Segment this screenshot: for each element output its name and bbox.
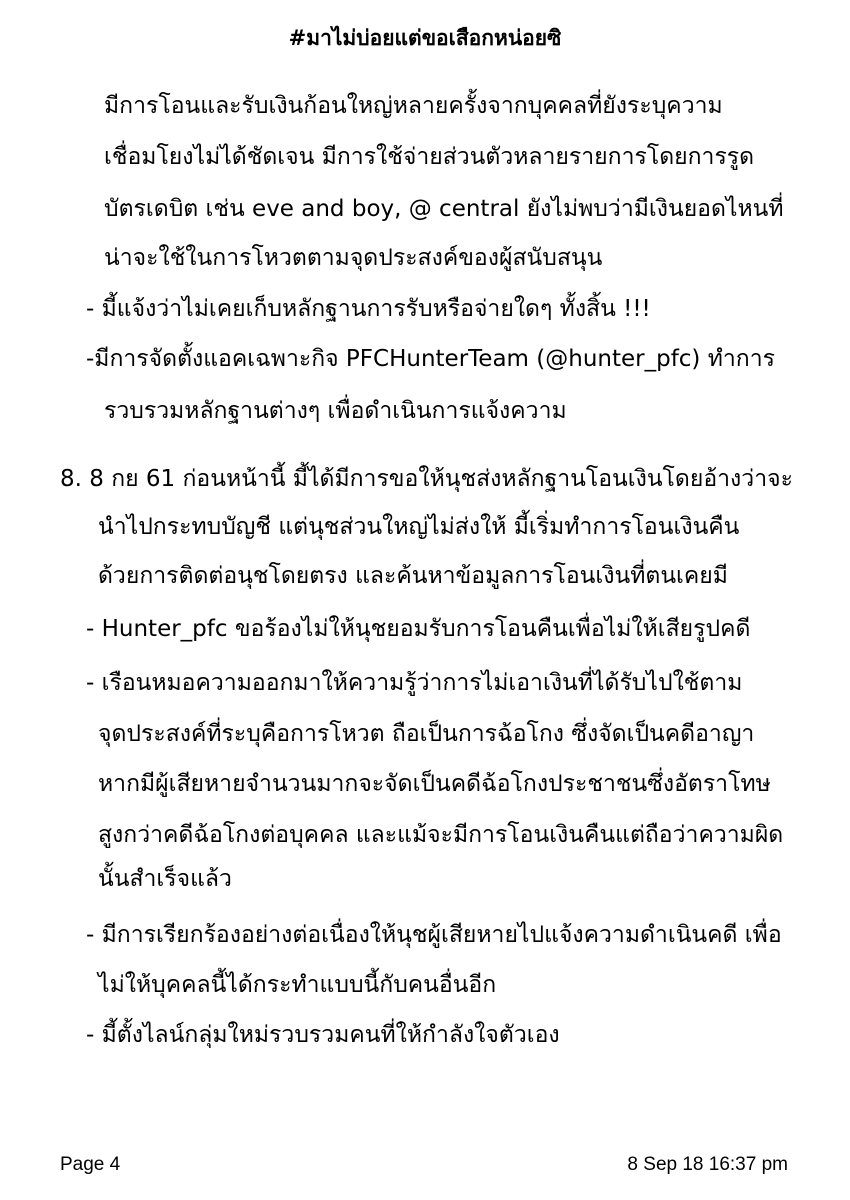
body-line: ไม่ให้บุคคลนี้ได้กระทำแบบนี้กับคนอื่นอีก	[98, 972, 497, 998]
body-line: นั้นสำเร็จแล้ว	[98, 866, 232, 892]
body-line: - มี้ตั้งไลน์กลุ่มใหม่รวบรวมคนที่ให้กำลังใจตัวเอง	[86, 1022, 560, 1048]
body-line: - Hunter_pfc ขอร้องไม่ให้นุชยอมรับการโอนคืนเพื่อไม่ให้เสียรูปคดี	[86, 616, 751, 642]
page-number: Page 4	[60, 1154, 121, 1175]
body-line: - เรือนหมอความออกมาให้ความรู้ว่าการไม่เอาเงินที่ได้รับไปใช้ตาม	[86, 670, 743, 696]
body-line: -มีการจัดตั้งแอคเฉพาะกิจ PFCHunterTeam (@hunter_pfc) ทำการ	[86, 346, 775, 372]
body-line: - มี้แจ้งว่าไม่เคยเก็บหลักฐานการรับหรือจ่ายใดๆ ทั้งสิ้น !!!	[86, 296, 651, 322]
body-line: บัตรเดบิต เช่น eve and boy, @ central ยังไม่พบว่ามีเงินยอดไหนที่	[104, 196, 784, 222]
document-title: #มาไม่บ่อยแต่ขอเสือกหน่อยซิ	[288, 26, 562, 50]
body-line: หากมีผู้เสียหายจำนวนมากจะจัดเป็นคดีฉ้อโกงประชาชนซึ่งอัตราโทษ	[98, 771, 771, 797]
body-line: เชื่อมโยงไม่ได้ชัดเจน มีการใช้จ่ายส่วนตัวหลายรายการโดยการรูด	[104, 144, 755, 170]
body-line: ด้วยการติดต่อนุชโดยตรง และค้นหาข้อมูลการโอนเงินที่ตนเคยมี	[98, 563, 728, 589]
body-line: นำไปกระทบบัญชี แต่นุชส่วนใหญ่ไม่ส่งให้ มี้เริ่มทำการโอนเงินคืน	[98, 514, 740, 540]
body-line: จุดประสงค์ที่ระบุคือการโหวต ถือเป็นการฉ้อโกง ซึ่งจัดเป็นคดีอาญา	[98, 721, 755, 747]
body-line: - มีการเรียกร้องอย่างต่อเนื่องให้นุชผู้เสียหายไปแจ้งความดำเนินคดี เพื่อ	[86, 922, 782, 948]
body-line: รวบรวมหลักฐานต่างๆ เพื่อดำเนินการแจ้งความ	[104, 398, 567, 424]
body-line: มีการโอนและรับเงินก้อนใหญ่หลายครั้งจากบุคคลที่ยังระบุความ	[104, 93, 723, 119]
print-timestamp: 8 Sep 18 16:37 pm	[627, 1154, 788, 1175]
body-line: 8. 8 กย 61 ก่อนหน้านี้ มี้ได้มีการขอให้นุชส่งหลักฐานโอนเงินโดยอ้างว่าจะ	[60, 466, 793, 492]
body-line: น่าจะใช้ในการโหวตตามจุดประสงค์ของผู้สนับสนุน	[104, 245, 603, 271]
body-line: สูงกว่าคดีฉ้อโกงต่อบุคคล และแม้จะมีการโอนเงินคืนแต่ถือว่าความผิด	[98, 822, 784, 848]
